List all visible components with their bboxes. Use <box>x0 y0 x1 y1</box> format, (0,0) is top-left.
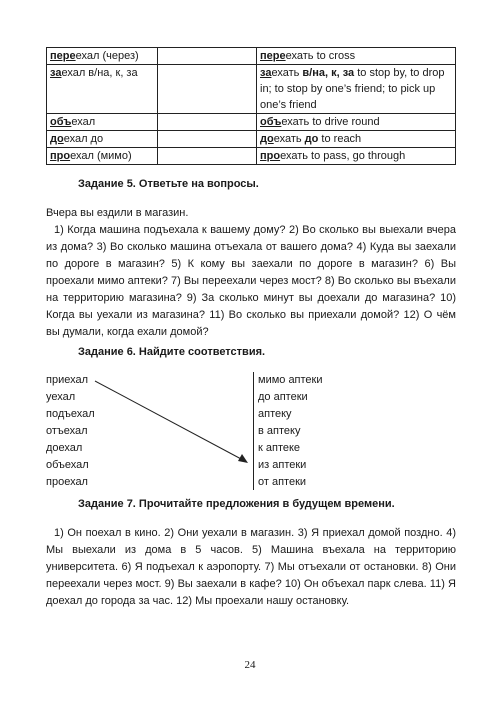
right-cell: заехать в/на, к, за to stop by, to drop in; to stop by one’s friend; to pick up one’s friend <box>257 65 456 114</box>
left-cell: проехал (мимо) <box>47 148 158 165</box>
list-item: отъехал <box>46 425 88 437</box>
list-item: аптеку <box>258 408 292 420</box>
list-item: в аптеку <box>258 425 301 437</box>
task7-heading: Задание 7. Прочитайте предложения в будущем времени. <box>78 498 395 510</box>
task5-questions: 1) Когда машина подъехала к вашему дому? 2) Во сколько вы выехали вчера из дома? 3) Во сколько машина отъехала от вашего дома? 4) Куда вы заехали по дороге в магазин? 5) К кому вы заехали по дороге в магазин? 6) Вы проехали мимо аптеки? 7) Вы переехали через мост? 8) Во сколько вы въехали на территорию магазина? 9) За сколько минут вы доехали до магазина? 10) Когда вы уехали из магазина? 11) Во сколько вы приехали домой? 12) О чём вы думали, когда ехали домой? <box>46 224 456 338</box>
list-item: мимо аптеки <box>258 374 323 386</box>
list-item: доехал <box>46 442 83 454</box>
right-cell: проехать to pass, go through <box>257 148 456 165</box>
right-cell: доехать до to reach <box>257 131 456 148</box>
list-item: уехал <box>46 391 76 403</box>
right-cell: объехать to drive round <box>257 114 456 131</box>
task5-intro: Вчера вы ездили в магазин. <box>46 207 189 219</box>
list-item: до аптеки <box>258 391 308 403</box>
right-cell: переехать to cross <box>257 48 456 65</box>
list-item: проехал <box>46 476 88 488</box>
list-item: от аптеки <box>258 476 307 488</box>
list-item: подъехал <box>46 408 95 420</box>
left-cell: переехал (через) <box>47 48 158 65</box>
list-item: объехал <box>46 459 89 471</box>
task6-heading: Задание 6. Найдите соответствия. <box>78 346 266 358</box>
list-item: приехал <box>46 374 89 386</box>
task5-heading: Задание 5. Ответьте на вопросы. <box>78 178 259 190</box>
left-cell: заехал в/на, к, за <box>47 65 158 114</box>
left-cell: объехал <box>47 114 158 131</box>
task7-sentences: 1) Он поехал в кино. 2) Они уехали в магазин. 3) Я приехал домой поздно. 4) Мы выехали из дома в 5 часов. 5) Машина въехала на территорию университета. 6) Я подъехал к аэропорту. 7) Мы отъехали от остановки. 8) Они переехали через мост. 9) Вы заехали в кафе? 10) Он объехал парк слева. 11) Я доехал до города за час. 12) Мы проехали нашу остановку. <box>46 527 456 607</box>
page-number: 24 <box>244 659 256 671</box>
list-item: к аптеке <box>258 442 301 454</box>
list-item: из аптеки <box>258 459 307 471</box>
left-cell: доехал до <box>47 131 158 148</box>
